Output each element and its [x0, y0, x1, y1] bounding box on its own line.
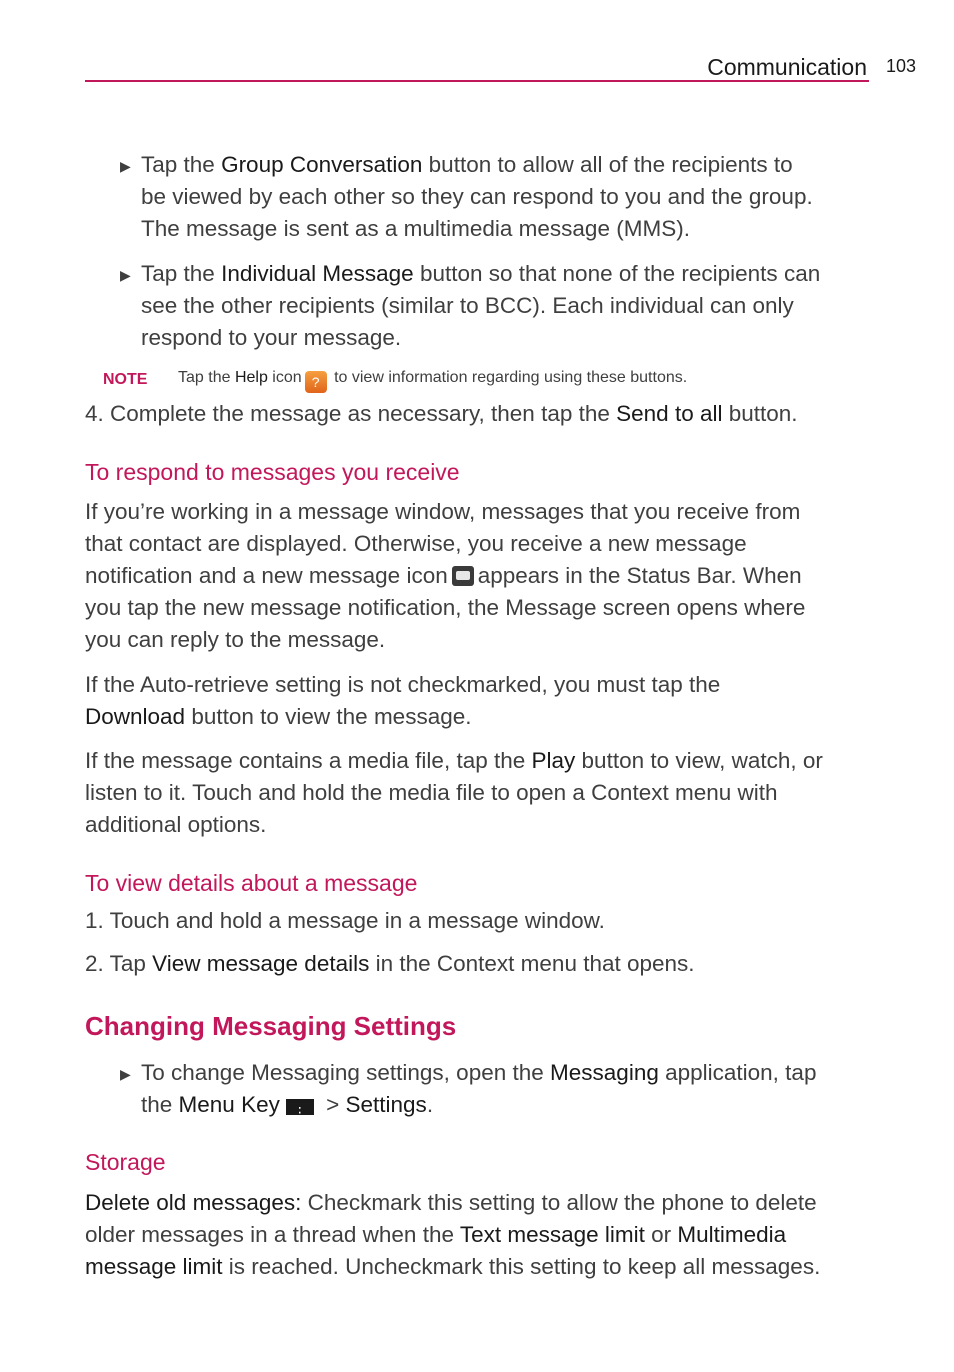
settings-label: Settings: [345, 1092, 427, 1117]
text: 2. Tap: [85, 951, 153, 976]
text: see the other recipients (similar to BCC). Each individual can only: [141, 293, 794, 318]
text: The message is sent as a multimedia message (MMS).: [141, 216, 690, 241]
message-limit-label: message limit: [85, 1254, 223, 1279]
text: respond to your message.: [141, 325, 402, 350]
text: button to allow all of the recipients to: [422, 152, 793, 177]
text: notification and a new message icon: [85, 563, 448, 588]
note-label: NOTE: [103, 371, 148, 388]
section-title: Communication: [707, 54, 867, 80]
bullet-individual-message: [141, 258, 881, 354]
multimedia-label: Multimedia: [677, 1222, 787, 1247]
text: button to view the message.: [185, 704, 472, 729]
text: appears in the Status Bar. When: [477, 563, 802, 588]
text: Tap the: [141, 261, 222, 286]
menu-key-label: Menu Key: [178, 1092, 280, 1117]
text: >: [319, 1092, 346, 1117]
text: the: [141, 1092, 179, 1117]
bullet-arrow-icon: ▶: [120, 267, 131, 283]
text-message-limit-label: Text message limit: [459, 1222, 645, 1247]
bullet-arrow-icon: ▶: [120, 1066, 131, 1082]
text: icon: [267, 369, 302, 386]
send-to-all-label: Send to all: [616, 401, 723, 426]
play-label: Play: [531, 748, 576, 773]
text: 4. Complete the message as necessary, then tap the: [85, 401, 617, 426]
settings-heading: Changing Messaging Settings: [85, 1011, 457, 1041]
text: To change Messaging settings, open the: [141, 1060, 551, 1085]
text: Tap the: [141, 152, 222, 177]
help-icon: ?: [305, 371, 327, 393]
step-4: [85, 398, 798, 430]
text: .: [426, 1092, 434, 1117]
respond-paragraph-1: [85, 496, 885, 656]
view-message-details-label: View message details: [152, 951, 370, 976]
messaging-label: Messaging: [550, 1060, 659, 1085]
text: older messages in a thread when the: [85, 1222, 460, 1247]
page-number: 103: [886, 56, 917, 76]
text: that contact are displayed. Otherwise, you receive a new message: [85, 531, 747, 556]
note-text: [178, 369, 687, 393]
details-heading: To view details about a message: [85, 870, 418, 896]
text: button.: [722, 401, 798, 426]
bullet-group-conversation: [141, 149, 881, 245]
group-conversation-label: Group Conversation: [221, 152, 423, 177]
text: If you’re working in a message window, messages that you receive from: [85, 499, 801, 524]
storage-paragraph: [85, 1187, 885, 1283]
details-step-1: 1. Touch and hold a message in a message window.: [85, 908, 605, 933]
text: you can reply to the message.: [85, 627, 386, 652]
storage-heading: Storage: [85, 1149, 166, 1175]
text: or: [644, 1222, 678, 1247]
text: be viewed by each other so they can respond to you and the group.: [141, 184, 813, 209]
download-label: Download: [85, 704, 186, 729]
text: in the Context menu that opens.: [369, 951, 695, 976]
text: If the message contains a media file, tap the: [85, 748, 532, 773]
text: button so that none of the recipients can: [413, 261, 821, 286]
text: to view information regarding using these buttons.: [329, 369, 688, 386]
respond-paragraph-2: [85, 669, 885, 733]
delete-old-messages-label: Delete old messages:: [85, 1190, 302, 1215]
individual-message-label: Individual Message: [221, 261, 414, 286]
respond-heading: To respond to messages you receive: [85, 459, 460, 485]
message-icon: [452, 566, 474, 586]
text: Checkmark this setting to allow the phone to delete: [301, 1190, 817, 1215]
header-divider: [85, 80, 869, 82]
text: button to view, watch, or: [575, 748, 823, 773]
help-label: Help: [234, 369, 268, 386]
text: listen to it. Touch and hold the media file to open a Context menu with: [85, 780, 778, 805]
text: you tap the new message notification, the Message screen opens where: [85, 595, 806, 620]
bullet-arrow-icon: ▶: [120, 158, 131, 174]
details-step-2: [85, 948, 695, 980]
settings-bullet: [141, 1057, 881, 1121]
text: If the Auto-retrieve setting is not checkmarked, you must tap the: [85, 672, 721, 697]
text: Tap the: [178, 369, 235, 386]
menu-key-icon: [286, 1099, 314, 1115]
respond-paragraph-3: [85, 745, 885, 841]
text: application, tap: [658, 1060, 817, 1085]
text: additional options.: [85, 812, 267, 837]
text: is reached. Uncheckmark this setting to keep all messages.: [222, 1254, 821, 1279]
